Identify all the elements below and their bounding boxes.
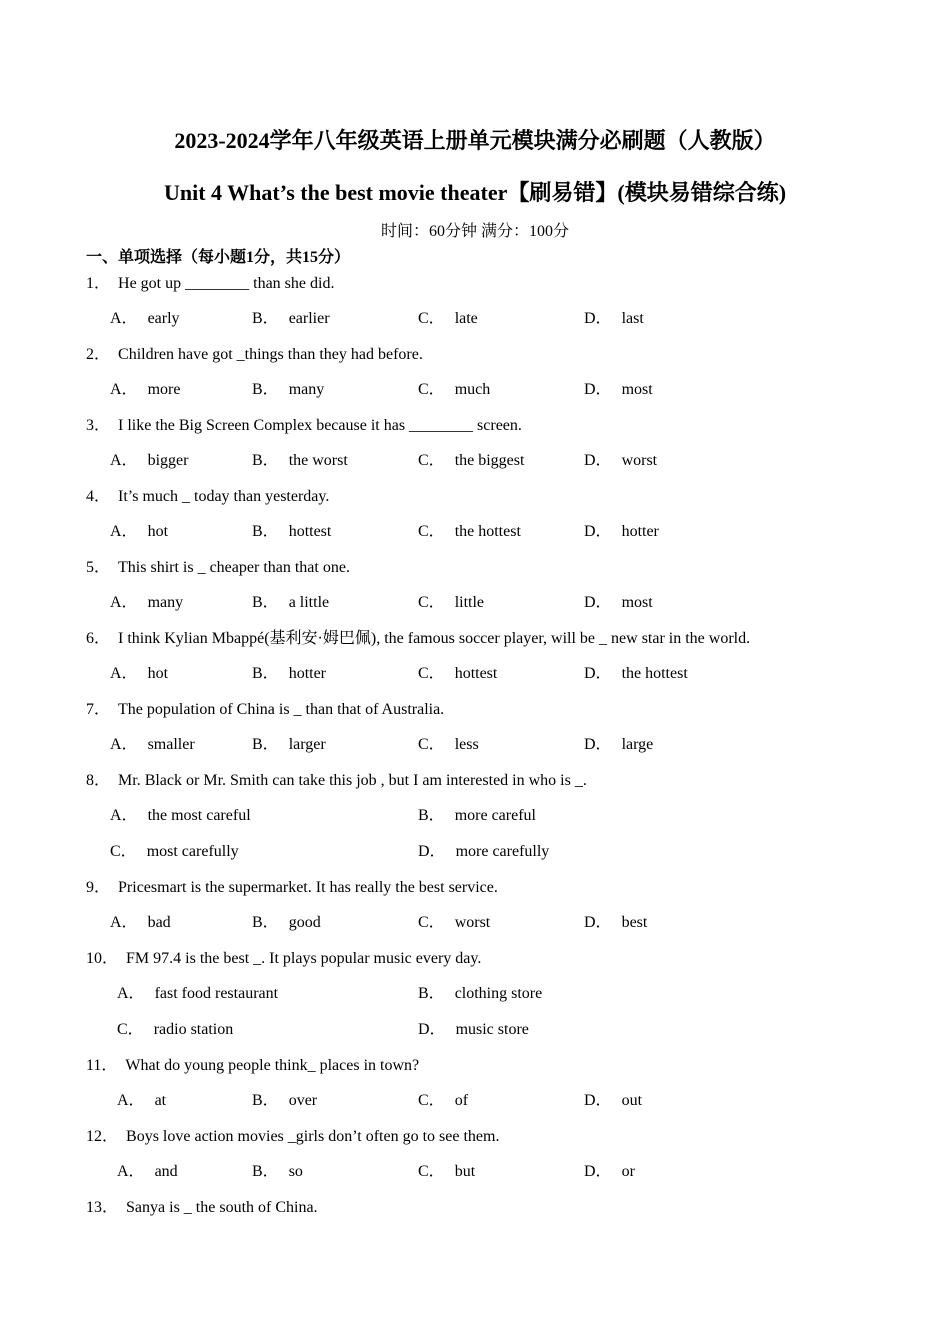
option-text: many [288, 381, 325, 398]
answer-option [418, 1016, 529, 1039]
question-number: 4． [86, 488, 111, 505]
option-letter: D． [418, 843, 446, 860]
option-letter: A． [117, 985, 145, 1002]
option-letter: B． [252, 594, 279, 611]
question-stem [86, 270, 334, 293]
answer-option [110, 447, 188, 470]
question-text: Mr. Black or Mr. Smith can take this job , but I am interested in who is _. [118, 772, 587, 789]
option-text: music store [455, 1021, 529, 1038]
option-text: the most careful [147, 807, 251, 824]
option-text: radio station [153, 1021, 234, 1038]
option-letter: B． [252, 1092, 279, 1109]
answer-option [110, 731, 195, 754]
option-text: or [621, 1163, 635, 1180]
option-letter: D． [584, 452, 612, 469]
answer-option [110, 305, 180, 328]
answer-option [584, 1158, 635, 1181]
option-letter: A． [110, 914, 138, 931]
option-letter: B． [252, 736, 279, 753]
option-text: but [454, 1163, 476, 1180]
option-letter: C． [418, 736, 445, 753]
option-text: early [147, 310, 180, 327]
question-stem [86, 1052, 419, 1075]
option-text: most [621, 594, 653, 611]
section-heading: 一、单项选择（每小题1分，共15分） [86, 249, 351, 266]
option-text: hottest [454, 665, 498, 682]
answer-option [110, 909, 171, 932]
question-number: 8． [86, 772, 111, 789]
answer-option [418, 305, 478, 328]
option-text: and [154, 1163, 178, 1180]
option-text: the hottest [621, 665, 688, 682]
question-number: 9． [86, 879, 111, 896]
question-stem [86, 945, 481, 968]
document-title: 2023-2024学年八年级英语上册单元模块满分必刷题（人教版） [174, 128, 776, 153]
answer-option [584, 447, 657, 470]
option-letter: C． [418, 310, 445, 327]
question-text: He got up ________ than she did. [118, 275, 335, 292]
option-letter: C． [418, 1163, 445, 1180]
option-text: at [154, 1092, 167, 1109]
option-text: fast food restaurant [154, 985, 279, 1002]
question-text: Boys love action movies _girls don’t often go to see them. [126, 1128, 500, 1145]
option-letter: D． [584, 1092, 612, 1109]
option-text: the hottest [454, 523, 521, 540]
question-number: 13． [86, 1199, 119, 1216]
option-letter: D． [584, 381, 612, 398]
option-text: more [147, 381, 181, 398]
answer-option [584, 589, 653, 612]
option-text: much [454, 381, 491, 398]
answer-option [418, 589, 484, 612]
question-number: 7． [86, 701, 111, 718]
answer-option [584, 909, 647, 932]
option-text: worst [454, 914, 491, 931]
answer-option [418, 1087, 468, 1110]
answer-option [110, 660, 168, 683]
question-stem [86, 1123, 499, 1146]
question-stem [86, 341, 423, 364]
option-letter: B． [252, 1163, 279, 1180]
option-text: more carefully [455, 843, 550, 860]
option-text: out [621, 1092, 643, 1109]
question-stem [86, 483, 329, 506]
answer-option [584, 731, 653, 754]
option-text: hot [147, 523, 169, 540]
question-number: 6． [86, 630, 111, 647]
option-letter: C． [117, 1021, 144, 1038]
option-text: hot [147, 665, 169, 682]
question-text: FM 97.4 is the best _. It plays popular music every day. [126, 950, 482, 967]
answer-option [117, 1158, 178, 1181]
option-letter: D． [584, 914, 612, 931]
option-letter: B． [252, 665, 279, 682]
option-letter: C． [418, 1092, 445, 1109]
question-stem [86, 625, 750, 648]
answer-option [252, 589, 329, 612]
option-text: bigger [147, 452, 189, 469]
option-letter: A． [110, 665, 138, 682]
question-number: 5． [86, 559, 111, 576]
option-letter: B． [252, 310, 279, 327]
answer-option [252, 518, 331, 541]
question-text: What do young people think_ places in town? [125, 1057, 420, 1074]
question-text: Sanya is _ the south of China. [126, 1199, 318, 1216]
answer-option [252, 376, 324, 399]
answer-option [584, 305, 644, 328]
option-letter: A． [110, 807, 138, 824]
option-letter: C． [418, 452, 445, 469]
answer-option [252, 660, 326, 683]
answer-option [252, 305, 330, 328]
answer-option [110, 802, 251, 825]
option-text: large [621, 736, 654, 753]
question-number: 3． [86, 417, 111, 434]
option-letter: A． [110, 594, 138, 611]
option-text: the biggest [454, 452, 525, 469]
option-text: best [621, 914, 648, 931]
option-text: less [454, 736, 479, 753]
option-letter: B． [252, 523, 279, 540]
option-text: worst [621, 452, 658, 469]
option-letter: D． [584, 594, 612, 611]
answer-option [252, 731, 326, 754]
option-letter: A． [110, 523, 138, 540]
option-text: hotter [621, 523, 659, 540]
option-letter: A． [110, 381, 138, 398]
option-text: bad [147, 914, 171, 931]
question-text: I like the Big Screen Complex because it has ________ screen. [118, 417, 522, 434]
option-text: late [454, 310, 478, 327]
question-stem [86, 767, 587, 790]
answer-option [418, 660, 497, 683]
question-stem [86, 412, 522, 435]
answer-option [252, 909, 321, 932]
answer-option [418, 447, 524, 470]
answer-option [418, 1158, 475, 1181]
option-letter: D． [584, 736, 612, 753]
option-letter: B． [252, 452, 279, 469]
question-text: Children have got _things than they had before. [118, 346, 423, 363]
question-stem [86, 1194, 318, 1217]
question-number: 2． [86, 346, 111, 363]
question-number: 11． [86, 1057, 118, 1074]
question-text: It’s much _ today than yesterday. [118, 488, 330, 505]
answer-option [252, 447, 348, 470]
option-text: little [454, 594, 485, 611]
document-subtitle: Unit 4 What’s the best movie theater【刷易错】(模块易错综合练) [163, 180, 787, 205]
question-text: The population of China is _ than that of Australia. [118, 701, 445, 718]
option-letter: B． [418, 807, 445, 824]
question-stem [86, 874, 498, 897]
option-text: clothing store [454, 985, 543, 1002]
option-letter: A． [110, 310, 138, 327]
option-text: smaller [147, 736, 195, 753]
answer-option [584, 518, 659, 541]
answer-option [584, 660, 688, 683]
option-letter: B． [418, 985, 445, 1002]
question-stem [86, 554, 350, 577]
question-text: Pricesmart is the supermarket. It has really the best service. [118, 879, 498, 896]
question-number: 10． [86, 950, 119, 967]
option-text: good [288, 914, 321, 931]
option-text: earlier [288, 310, 330, 327]
answer-option [418, 518, 521, 541]
option-text: most carefully [146, 843, 239, 860]
option-letter: D． [418, 1021, 446, 1038]
option-letter: D． [584, 310, 612, 327]
answer-option [418, 909, 490, 932]
option-text: the worst [288, 452, 348, 469]
option-text: a little [288, 594, 330, 611]
answer-option [110, 589, 183, 612]
answer-option [418, 802, 536, 825]
answer-option [584, 376, 653, 399]
option-letter: C． [110, 843, 137, 860]
question-number: 12． [86, 1128, 119, 1145]
option-letter: C． [418, 594, 445, 611]
answer-option [252, 1087, 317, 1110]
answer-option [418, 731, 479, 754]
answer-option [117, 1087, 166, 1110]
option-letter: B． [252, 381, 279, 398]
answer-option [110, 518, 168, 541]
option-letter: C． [418, 665, 445, 682]
option-text: hottest [288, 523, 332, 540]
option-letter: A． [110, 736, 138, 753]
option-letter: C． [418, 523, 445, 540]
option-letter: B． [252, 914, 279, 931]
option-text: so [288, 1163, 303, 1180]
option-text: most [621, 381, 653, 398]
option-letter: A． [117, 1163, 145, 1180]
answer-option [418, 980, 542, 1003]
question-text: I think Kylian Mbappé(基利安·姆巴佩), the famous soccer player, will be _ new star in the world. [118, 630, 751, 647]
option-text: hotter [288, 665, 327, 682]
exam-meta: 时间：60分钟 满分：100分 [380, 223, 569, 240]
option-text: many [147, 594, 184, 611]
question-stem [86, 696, 444, 719]
question-number: 1． [86, 275, 111, 292]
option-text: more careful [454, 807, 536, 824]
option-text: of [454, 1092, 469, 1109]
answer-option [117, 1016, 233, 1039]
option-text: last [621, 310, 644, 327]
answer-option [110, 838, 239, 861]
answer-option [584, 1087, 642, 1110]
option-letter: A． [110, 452, 138, 469]
question-text: This shirt is _ cheaper than that one. [118, 559, 350, 576]
option-text: larger [288, 736, 326, 753]
option-letter: C． [418, 381, 445, 398]
answer-option [252, 1158, 303, 1181]
answer-option [110, 376, 180, 399]
answer-option [418, 376, 490, 399]
option-letter: D． [584, 523, 612, 540]
answer-option [117, 980, 278, 1003]
option-letter: C． [418, 914, 445, 931]
option-letter: A． [117, 1092, 145, 1109]
option-text: over [288, 1092, 318, 1109]
answer-option [418, 838, 549, 861]
option-letter: D． [584, 665, 612, 682]
option-letter: D． [584, 1163, 612, 1180]
